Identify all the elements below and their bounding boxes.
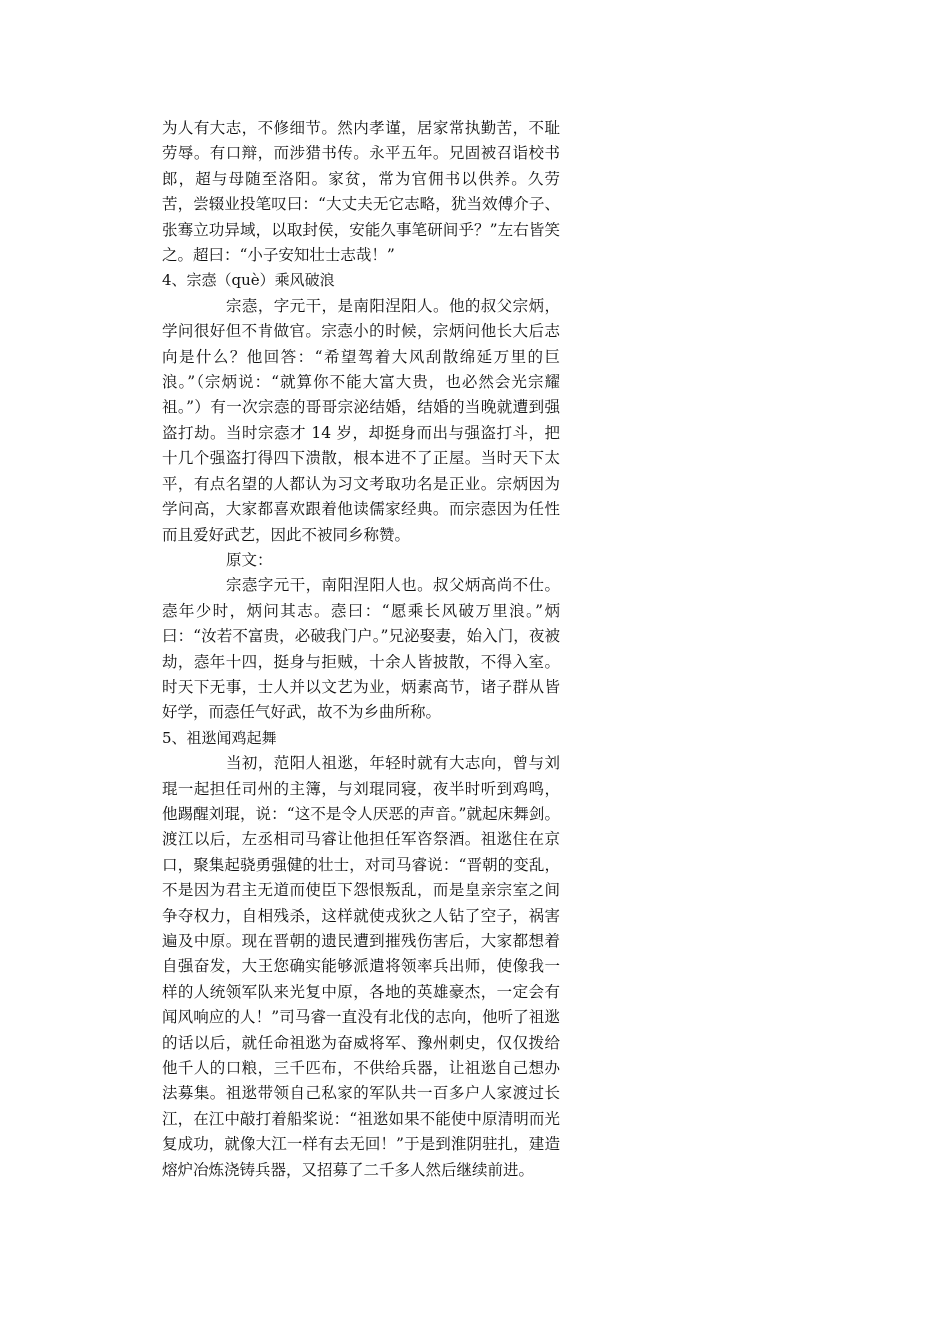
section-heading-zong-que: 4、宗悫（què）乘风破浪 <box>162 271 335 290</box>
paragraph-zong-que-original: 宗悫字元干，南阳涅阳人也。叔父炳高尚不仕。悫年少时，炳问其志。悫曰：“愿乘长风破万里浪。”炳曰：“汝若不富贵，必破我门户。”兄泌娶妻，始入门，夜被劫，悫年十四，挺身与拒贼，十余人皆披散，不得入室。时天下无事，士人并以文艺为业，炳素高节，诸子群从皆好学，而悫任气好武，故不为乡曲所称。 <box>162 576 560 722</box>
label-original-text: 原文： <box>226 550 273 569</box>
paragraph-zu-ti-translation: 当初，范阳人祖逖，年轻时就有大志向，曾与刘琨一起担任司州的主簿，与刘琨同寝，夜半时听到鸡鸣，他踢醒刘琨，说：“这不是令人厌恶的声音。”就起床舞剑。渡江以后，左丞相司马睿让他担任军咨祭酒。祖逖住在京口，聚集起骁勇强健的壮士，对司马睿说：“晋朝的变乱，不是因为君主无道而使臣下怨恨叛乱，而是皇亲宗室之间争夺权力，自相残杀，这样就使戎狄之人钻了空子，祸害遍及中原。现在晋朝的遗民遭到摧残伤害后，大家都想着自强奋发，大王您确实能够派遣将领率兵出师，使像我一样的人统领军队来光复中原，各地的英雄豪杰，一定会有闻风响应的人！”司马睿一直没有北伐的志向，他听了祖逖的话以后，就任命祖逖为奋威将军、豫州刺史，仅仅拨给他千人的口粮，三千匹布，不供给兵器，让祖逖自己想办法募集。祖逖带领自己私家的军队共一百多户人家渡过长江，在江中敲打着船桨说：“祖逖如果不能使中原清明而光复成功，就像大江一样有去无回！”于是到淮阴驻扎，建造熔炉冶炼浇铸兵器，又招募了二千多人然后继续前进。 <box>162 754 560 1179</box>
document-body <box>162 116 560 1183</box>
paragraph-zong-que-translation: 宗悫，字元干，是南阳涅阳人。他的叔父宗炳，学问很好但不肯做官。宗悫小的时候，宗炳问他长大后志向是什么？他回答：“希望驾着大风刮散绵延万里的巨浪。”（宗炳说：“就算你不能大富大贵，也必然会光宗耀祖。”）有一次宗悫的哥哥宗泌结婚，结婚的当晚就遭到强盗打劫。当时宗悫才 14 岁，却挺身而出与强盗打斗，把十几个强盗打得四下溃散，根本进不了正屋。当时天下太平，有点名望的人都认为习文考取功名是正业。宗炳因为学问高，大家都喜欢跟着他读儒家经典。而宗悫因为任性而且爱好武艺，因此不被同乡称赞。 <box>162 296 560 544</box>
paragraph-ban-chao-original: 为人有大志，不修细节。然内孝谨，居家常执勤苦，不耻劳辱。有口辩，而涉猎书传。永平五年。兄固被召诣校书郎，超与母随至洛阳。家贫，常为官佣书以供养。久劳苦，尝辍业投笔叹曰：“大丈夫无它志略，犹当效傅介子、张骞立功异域，以取封侯，安能久事笔研间乎？”左右皆笑之。超曰：“小子安知壮士志哉！” <box>162 119 560 265</box>
section-heading-zu-ti: 5、祖逖闻鸡起舞 <box>162 728 277 747</box>
